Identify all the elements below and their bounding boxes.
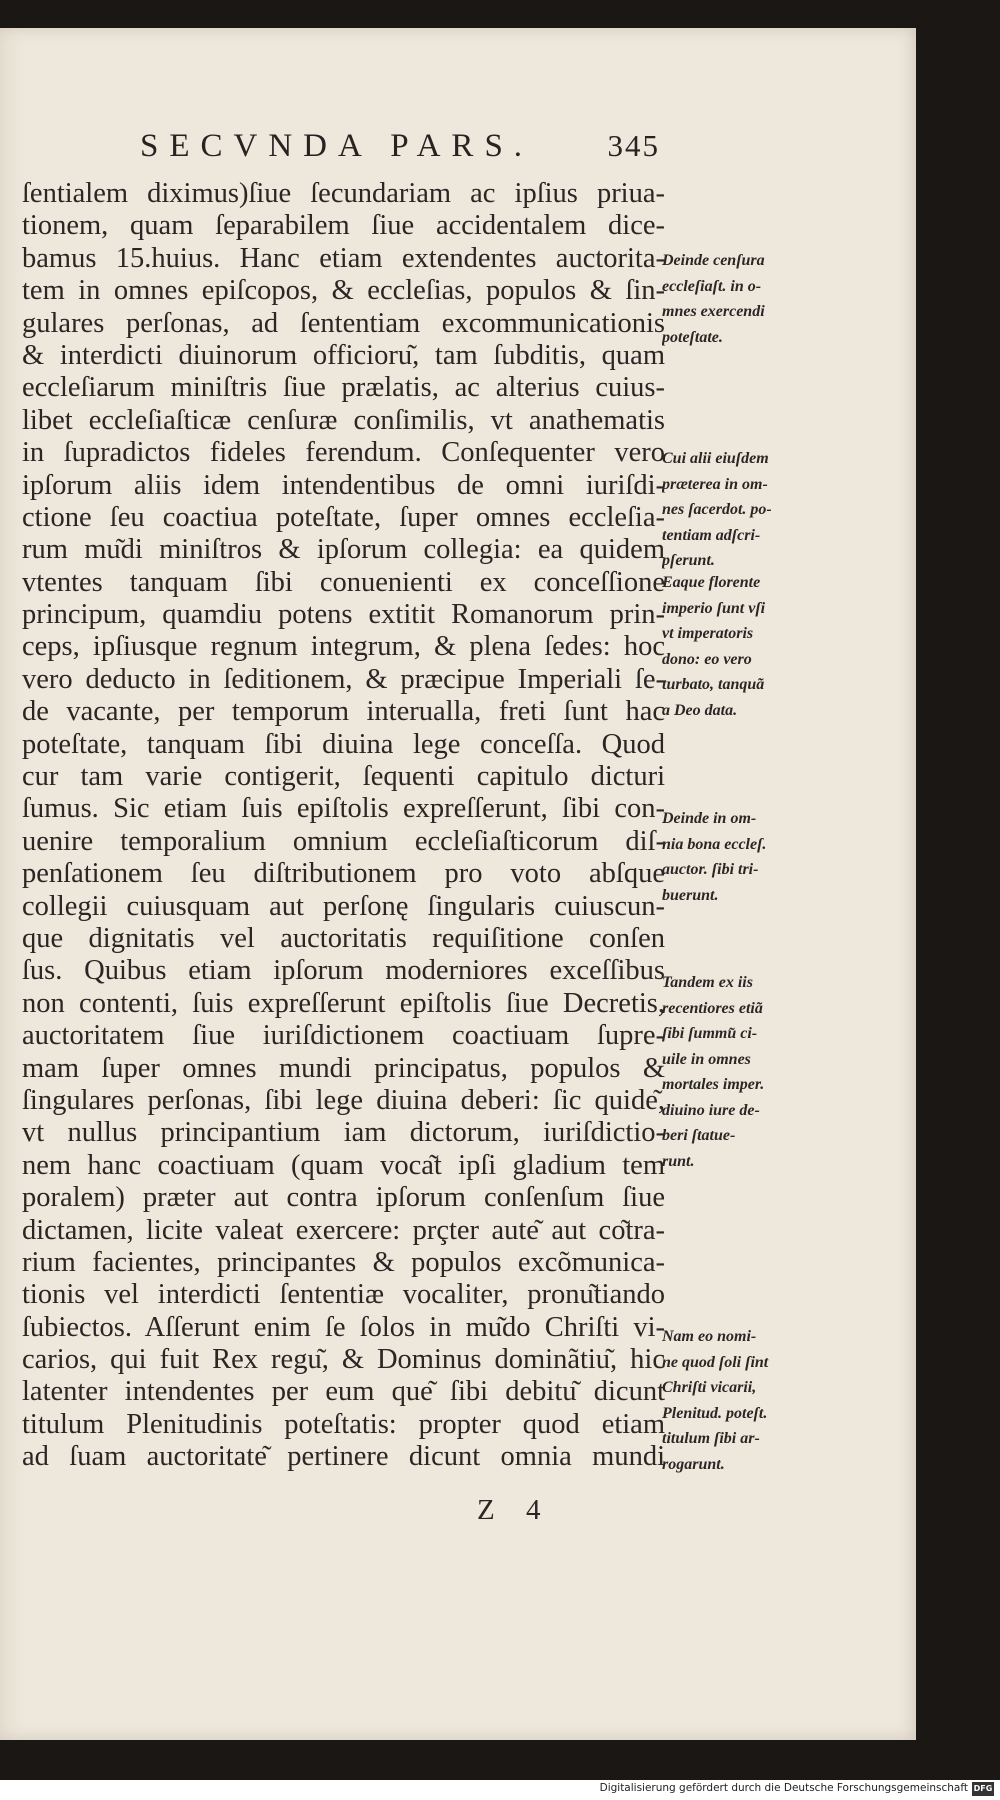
text-line: in ſupradictos fideles ferendum. Conſequenter vero — [22, 437, 665, 469]
marginal-note — [662, 970, 816, 1174]
text-line: tionis vel interdicti ſententiæ vocaliter, pronu͂tiando — [22, 1279, 665, 1311]
text-line: ſentialem diximus)ſiue ſecundariam ac ipſius priua- — [22, 178, 665, 209]
text-line: ipſorum aliis idem intendentibus de omni iuriſdi- — [22, 469, 665, 501]
digitization-footer — [0, 1780, 1000, 1800]
marginal-note-line: runt. — [662, 1152, 695, 1170]
marginal-note-line: uile in omnes — [662, 1050, 751, 1068]
text-line: rum mu͂di miniſtros & ipſorum collegia: ea quidem — [22, 534, 665, 566]
text-line: ſumus. Sic etiam ſuis epiſtolis expreſſerunt, ſibi con- — [22, 793, 665, 825]
marginal-note-line: Eaque florente — [662, 574, 761, 591]
text-line: penſationem ſeu diſtributionem pro voto abſque — [22, 858, 665, 890]
text-line: ſingulares perſonas, ſibi lege diuina deberi: ſic quide͂, — [22, 1084, 665, 1116]
marginal-note-line: nes ſacerdot. po- — [662, 501, 772, 518]
marginal-note — [662, 1324, 816, 1477]
marginal-note-line: Nam eo nomi- — [662, 1328, 757, 1345]
text-line: poteſtate, tanquam ſibi diuina lege conceſſa. Quod — [22, 728, 665, 760]
marginal-note-line: beri ſtatue- — [662, 1127, 736, 1144]
text-line: cur tam varie contigerit, ſequenti capitulo dicturi — [22, 761, 665, 793]
text-line: vero deducto in ſeditionem, & præcipue Imperiali ſe- — [22, 663, 665, 695]
dfg-logo: DFG — [972, 1782, 994, 1796]
text-line: latenter intendentes per eum que͂ ſibi debitu͂ dicunt — [22, 1376, 665, 1408]
text-line: nem hanc coactiuam (quam voca͂t ipſi gladium tem — [22, 1149, 665, 1181]
text-line: principum, quamdiu potens extitit Romanorum prin- — [22, 599, 665, 631]
text-line: uenire temporalium omnium eccleſiaſticorum diſ- — [22, 825, 665, 857]
marginal-note-line: ne quod ſoli ſint — [662, 1353, 769, 1371]
marginal-note-line: Tandem ex iis — [662, 974, 753, 991]
running-head: SECVNDA PARS. — [140, 128, 534, 164]
marginal-note-line: nia bona eccleſ. — [662, 835, 767, 853]
marginal-note-line: turbato, tanqua͂ — [662, 676, 765, 693]
text-line: eccleſiarum miniſtris ſiue prælatis, ac alterius cuius- — [22, 372, 665, 404]
text-line: dictamen, licite valeat exercere: prçter aute͂ aut co͂tra- — [22, 1214, 665, 1246]
marginal-note-line: eccleſiaſt. in o- — [662, 277, 762, 295]
marginal-note-line: auctor. ſibi tri- — [662, 861, 759, 878]
marginal-note-line: tentiam adſcri- — [662, 526, 761, 544]
signature-mark: Z 4 — [477, 1494, 553, 1526]
text-line: ſus. Quibus etiam ipſorum moderniores exceſſibus — [22, 955, 665, 987]
marginal-note-line: mortales imper. — [662, 1076, 765, 1093]
marginal-note-line: Plenitud. poteſt. — [662, 1404, 768, 1422]
marginal-note — [662, 570, 816, 723]
marginal-note-line: titulum ſibi ar- — [662, 1430, 760, 1447]
text-line: collegii cuiusquam aut perſonę ſingularis cuiuscun- — [22, 890, 665, 922]
marginal-note-line: ſibi ſummu͂ ci- — [662, 1025, 758, 1042]
text-line: libet eccleſiaſticæ cenſuræ conſimilis, vt anathematis — [22, 404, 665, 436]
marginal-note-line: buerunt. — [662, 886, 719, 904]
text-line: ad ſuam auctoritate͂ pertinere dicunt omnia mundi — [22, 1441, 665, 1473]
marginal-note-line: Chriſti vicarii, — [662, 1379, 757, 1396]
marginal-note-line: Deinde cenſura — [662, 252, 765, 269]
text-line: carios, qui fuit Rex regu͂, & Dominus dominãtiu͂, hic — [22, 1344, 665, 1376]
text-line: vtentes tanquam ſibi conuenienti ex conceſſione — [22, 566, 665, 598]
marginal-note-line: Cui alii eiuſdem — [662, 450, 769, 467]
text-line: non contenti, ſuis expreſſerunt epiſtolis ſiue Decretis, — [22, 987, 665, 1019]
text-line: tem in omnes epiſcopos, & eccleſias, populos & ſin- — [22, 275, 665, 307]
marginal-note-line: Deinde in om- — [662, 810, 757, 827]
text-line: tionem, quam ſeparabilem ſiue accidentalem dice- — [22, 210, 665, 242]
text-line: rium facientes, principantes & populos excõmunica- — [22, 1246, 665, 1278]
text-line: gulares perſonas, ad ſententiam excommunicationis — [22, 307, 665, 339]
text-line: ceps, ipſiusque regnum integrum, & plena ſedes: hoc — [22, 631, 665, 663]
page-header — [140, 128, 660, 168]
text-line: titulum Plenitudinis poteſtatis: propter quod etiam — [22, 1408, 665, 1440]
marginal-note — [662, 446, 816, 574]
marginal-note-line: rogarunt. — [662, 1455, 725, 1473]
text-line: auctoritatem ſiue iuriſdictionem coactiuam ſupre- — [22, 1020, 665, 1052]
marginal-note-line: vt imperatoris — [662, 625, 754, 642]
marginal-note-line: imperio ſunt vſi — [662, 599, 766, 617]
marginal-note-line: recentiores etia͂ — [662, 999, 763, 1017]
marginal-note-line: dono: eo vero — [662, 650, 752, 668]
marginal-note — [662, 248, 816, 350]
text-line: ſubiectos. Aſſerunt enim ſe ſolos in mu͂do Chriſti vi- — [22, 1311, 665, 1343]
marginal-note-line: poteſtate. — [662, 328, 723, 346]
text-line: de vacante, per temporum interualla, freti ſunt hac — [22, 696, 665, 728]
text-line: ctione ſeu coactiua poteſtate, ſuper omnes eccleſia- — [22, 501, 665, 533]
marginal-note-line: diuino iure de- — [662, 1101, 760, 1119]
marginal-note-line: pſerunt. — [662, 552, 715, 569]
marginal-note — [662, 806, 816, 908]
text-line: vt nullus principantium iam dictorum, iuriſdictio- — [22, 1117, 665, 1149]
funding-credit: Digitalisierung gefördert durch die Deutsche Forschungsgemeinschaft — [599, 1782, 968, 1794]
text-line: & interdicti diuinorum officioru͂, tam ſubditis, quam — [22, 339, 665, 371]
marginal-note-line: mnes exercendi — [662, 303, 765, 320]
marginal-note-line: præterea in om- — [662, 475, 768, 493]
text-line: mam ſuper omnes mundi principatus, populos & — [22, 1052, 665, 1084]
main-text-block — [22, 178, 665, 1474]
page-number: 345 — [607, 128, 660, 163]
text-line: poralem) præter aut contra ipſorum conſenſum ſiue — [22, 1182, 665, 1214]
text-line: que dignitatis vel auctoritatis requiſitione conſen — [22, 922, 665, 954]
marginal-note-line: a Deo data. — [662, 701, 738, 719]
text-line: bamus 15.huius. Hanc etiam extendentes auctorita- — [22, 242, 665, 274]
